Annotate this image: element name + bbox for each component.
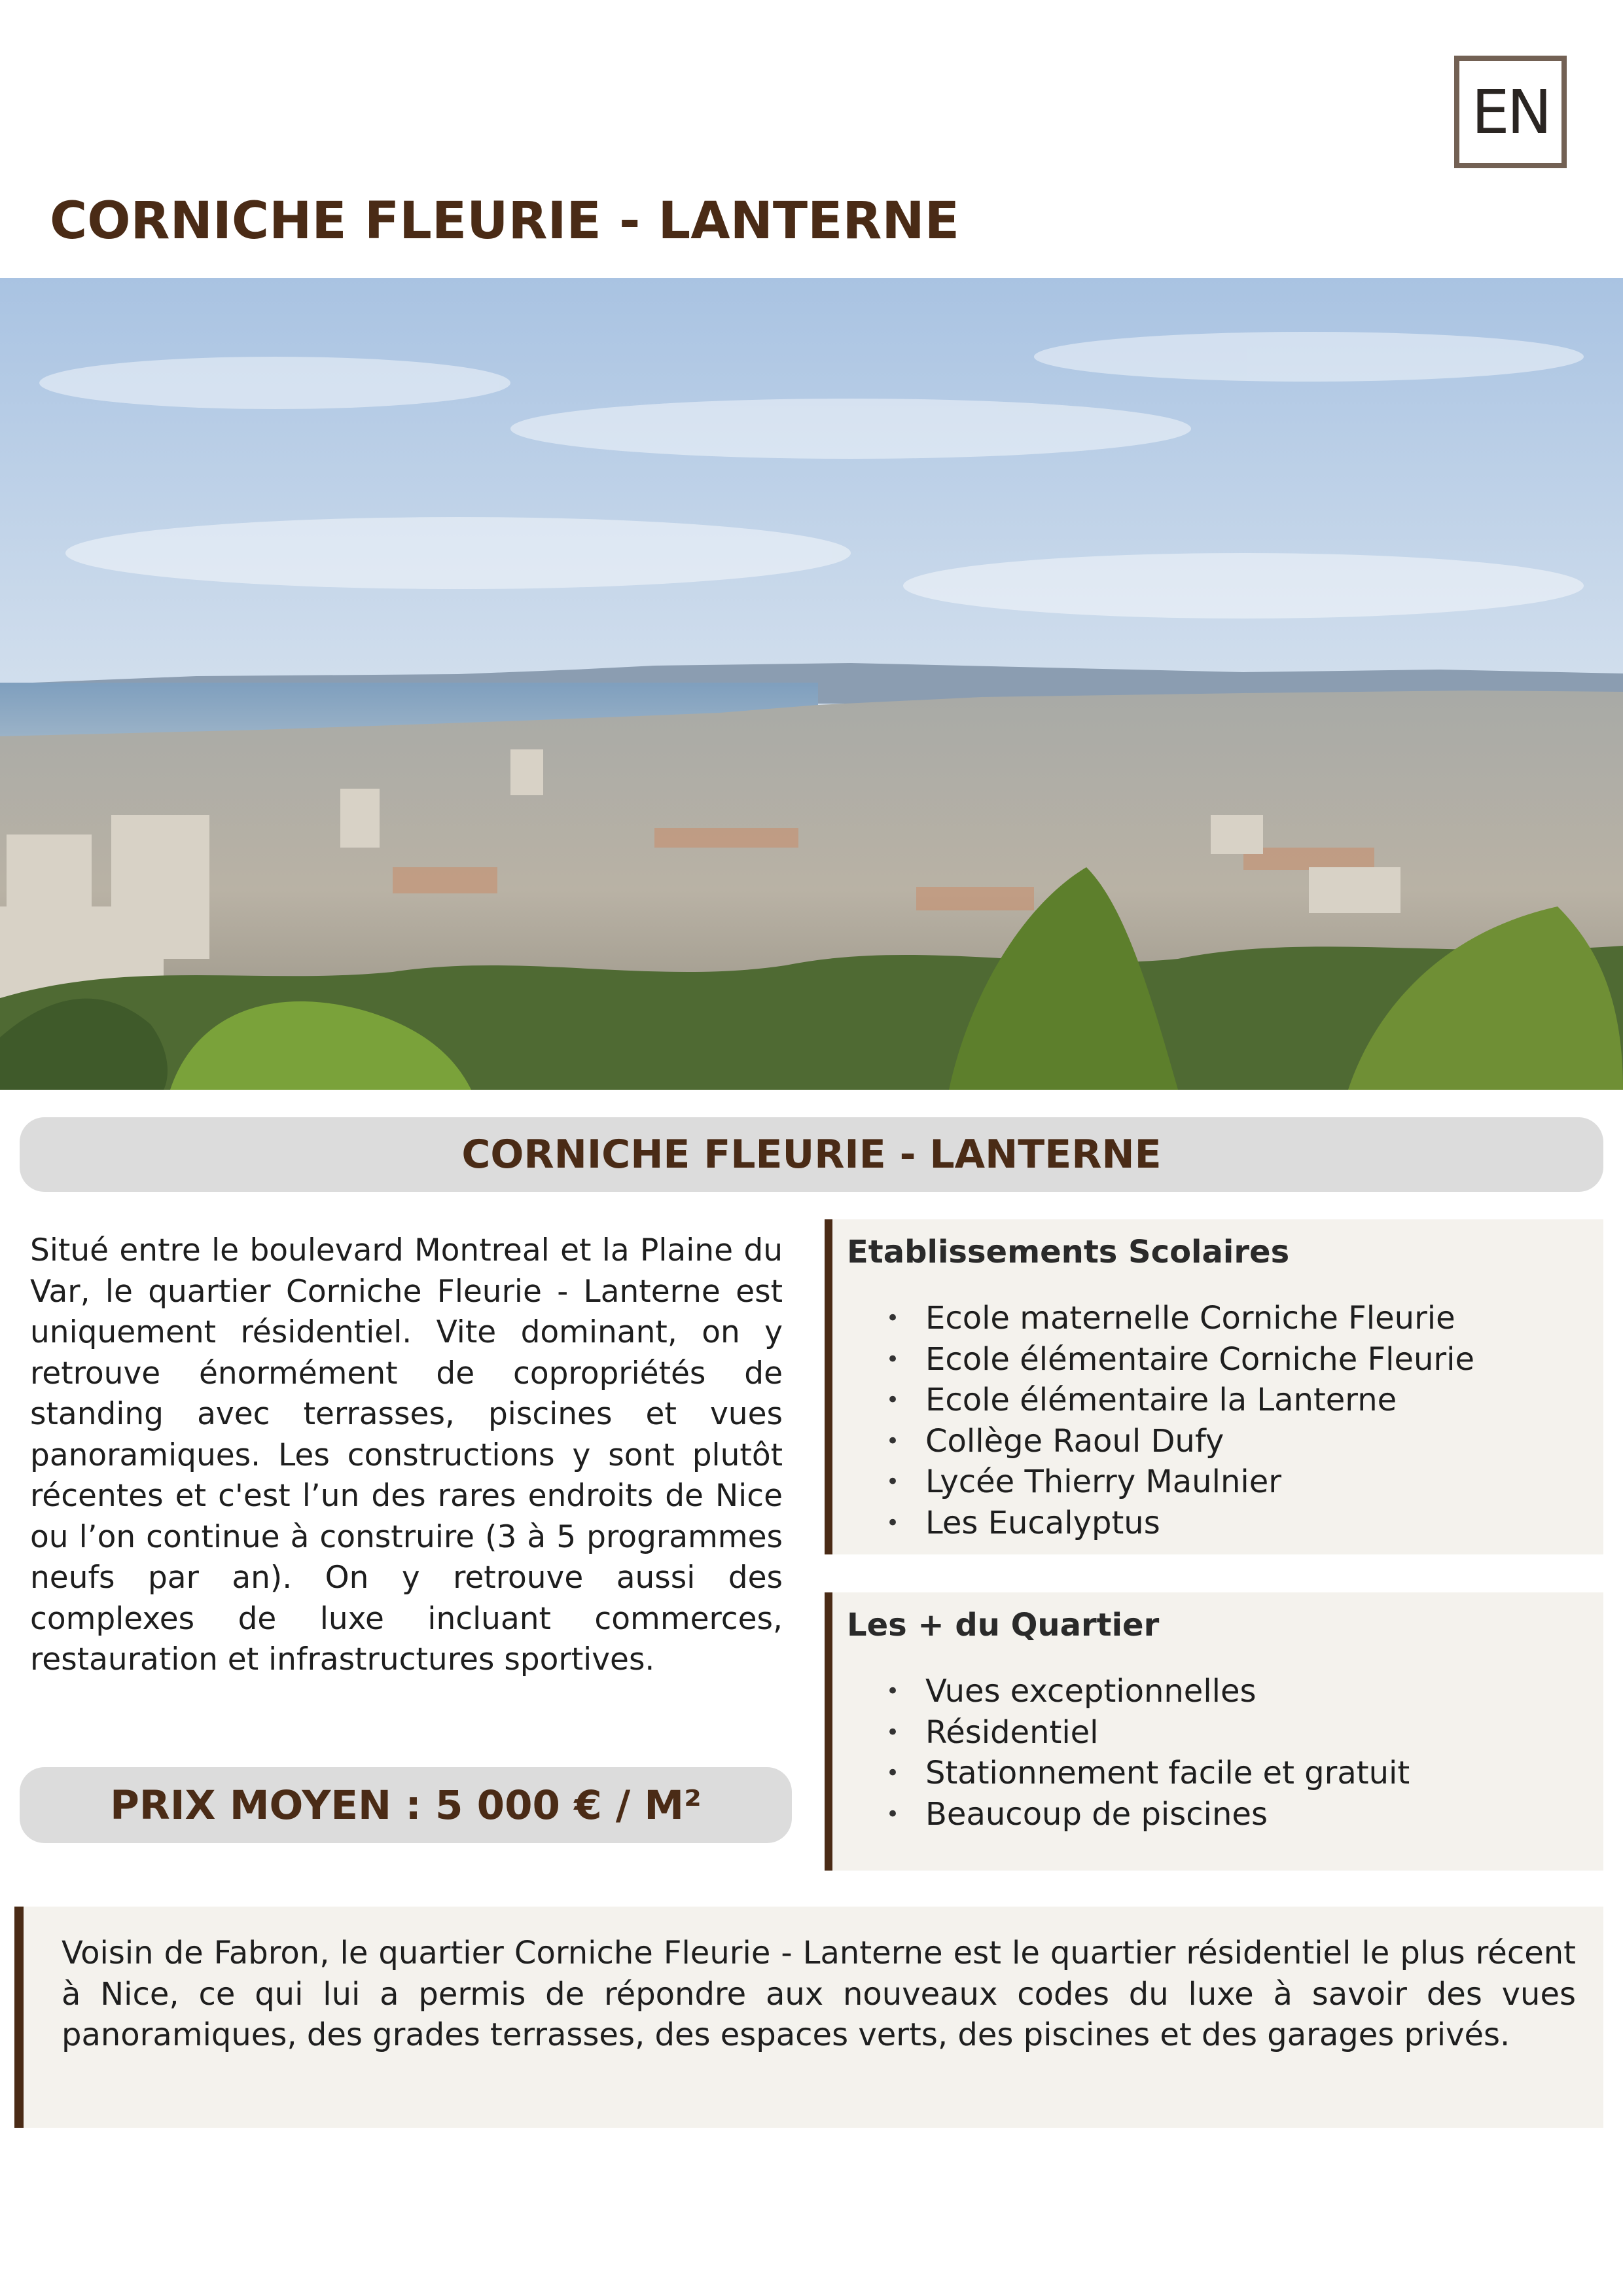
brand-logo: EN [1454,56,1567,168]
hero-panorama-image [0,278,1623,1090]
schools-title: Etablissements Scolaires [847,1234,1290,1270]
schools-list [847,1298,1603,1543]
highlights-list [847,1671,1603,1835]
list-item: • Stationnement facile et gratuit [847,1753,1603,1794]
list-item: • Les Eucalyptus [847,1503,1603,1544]
summary-note: Voisin de Fabron, le quartier Corniche Fleurie - Lanterne est le quartier résidentiel le plus récent à Nice, ce qui lui a permis de répondre aux nouveaux codes du luxe à savoir des vues panoramiques, des grades terrasses, des espaces verts, des piscines et des garages privés. [14,1907,1603,2128]
list-item: • Ecole maternelle Corniche Fleurie [847,1298,1603,1339]
schools-panel [825,1219,1603,1554]
list-item: • Lycée Thierry Maulnier [847,1462,1603,1503]
neighborhood-description: Situé entre le boulevard Montreal et la Plaine du Var, le quartier Corniche Fleurie - Lanterne est uniquement résidentiel. Vite dominant, on y retrouve énormément de copropriétés de standing avec terrasses, piscines et vues panoramiques. Les constructions y sont plutôt récentes et c'est l’un des rares endroits de Nice ou l’on continue à construire (3 à 5 programmes neufs par an). On y retrouve aussi des complexes de luxe incluant commerces, restauration et infrastructures sportives. [30,1232,783,1677]
list-item: • Beaucoup de piscines [847,1794,1603,1835]
list-item: • Vues exceptionnelles [847,1671,1603,1712]
page-title: CORNICHE FLEURIE - LANTERNE [50,192,959,251]
list-item: • Collège Raoul Dufy [847,1421,1603,1462]
list-item: • Ecole élémentaire Corniche Fleurie [847,1339,1603,1380]
highlights-title: Les + du Quartier [847,1607,1160,1643]
list-item: • Résidentiel [847,1712,1603,1753]
city-panorama-photo [0,278,1623,1090]
average-price-badge: PRIX MOYEN : 5 000 € / M² [20,1767,792,1843]
list-item: • Ecole élémentaire la Lanterne [847,1380,1603,1421]
highlights-panel [825,1592,1603,1871]
section-title-banner: CORNICHE FLEURIE - LANTERNE [20,1117,1603,1192]
